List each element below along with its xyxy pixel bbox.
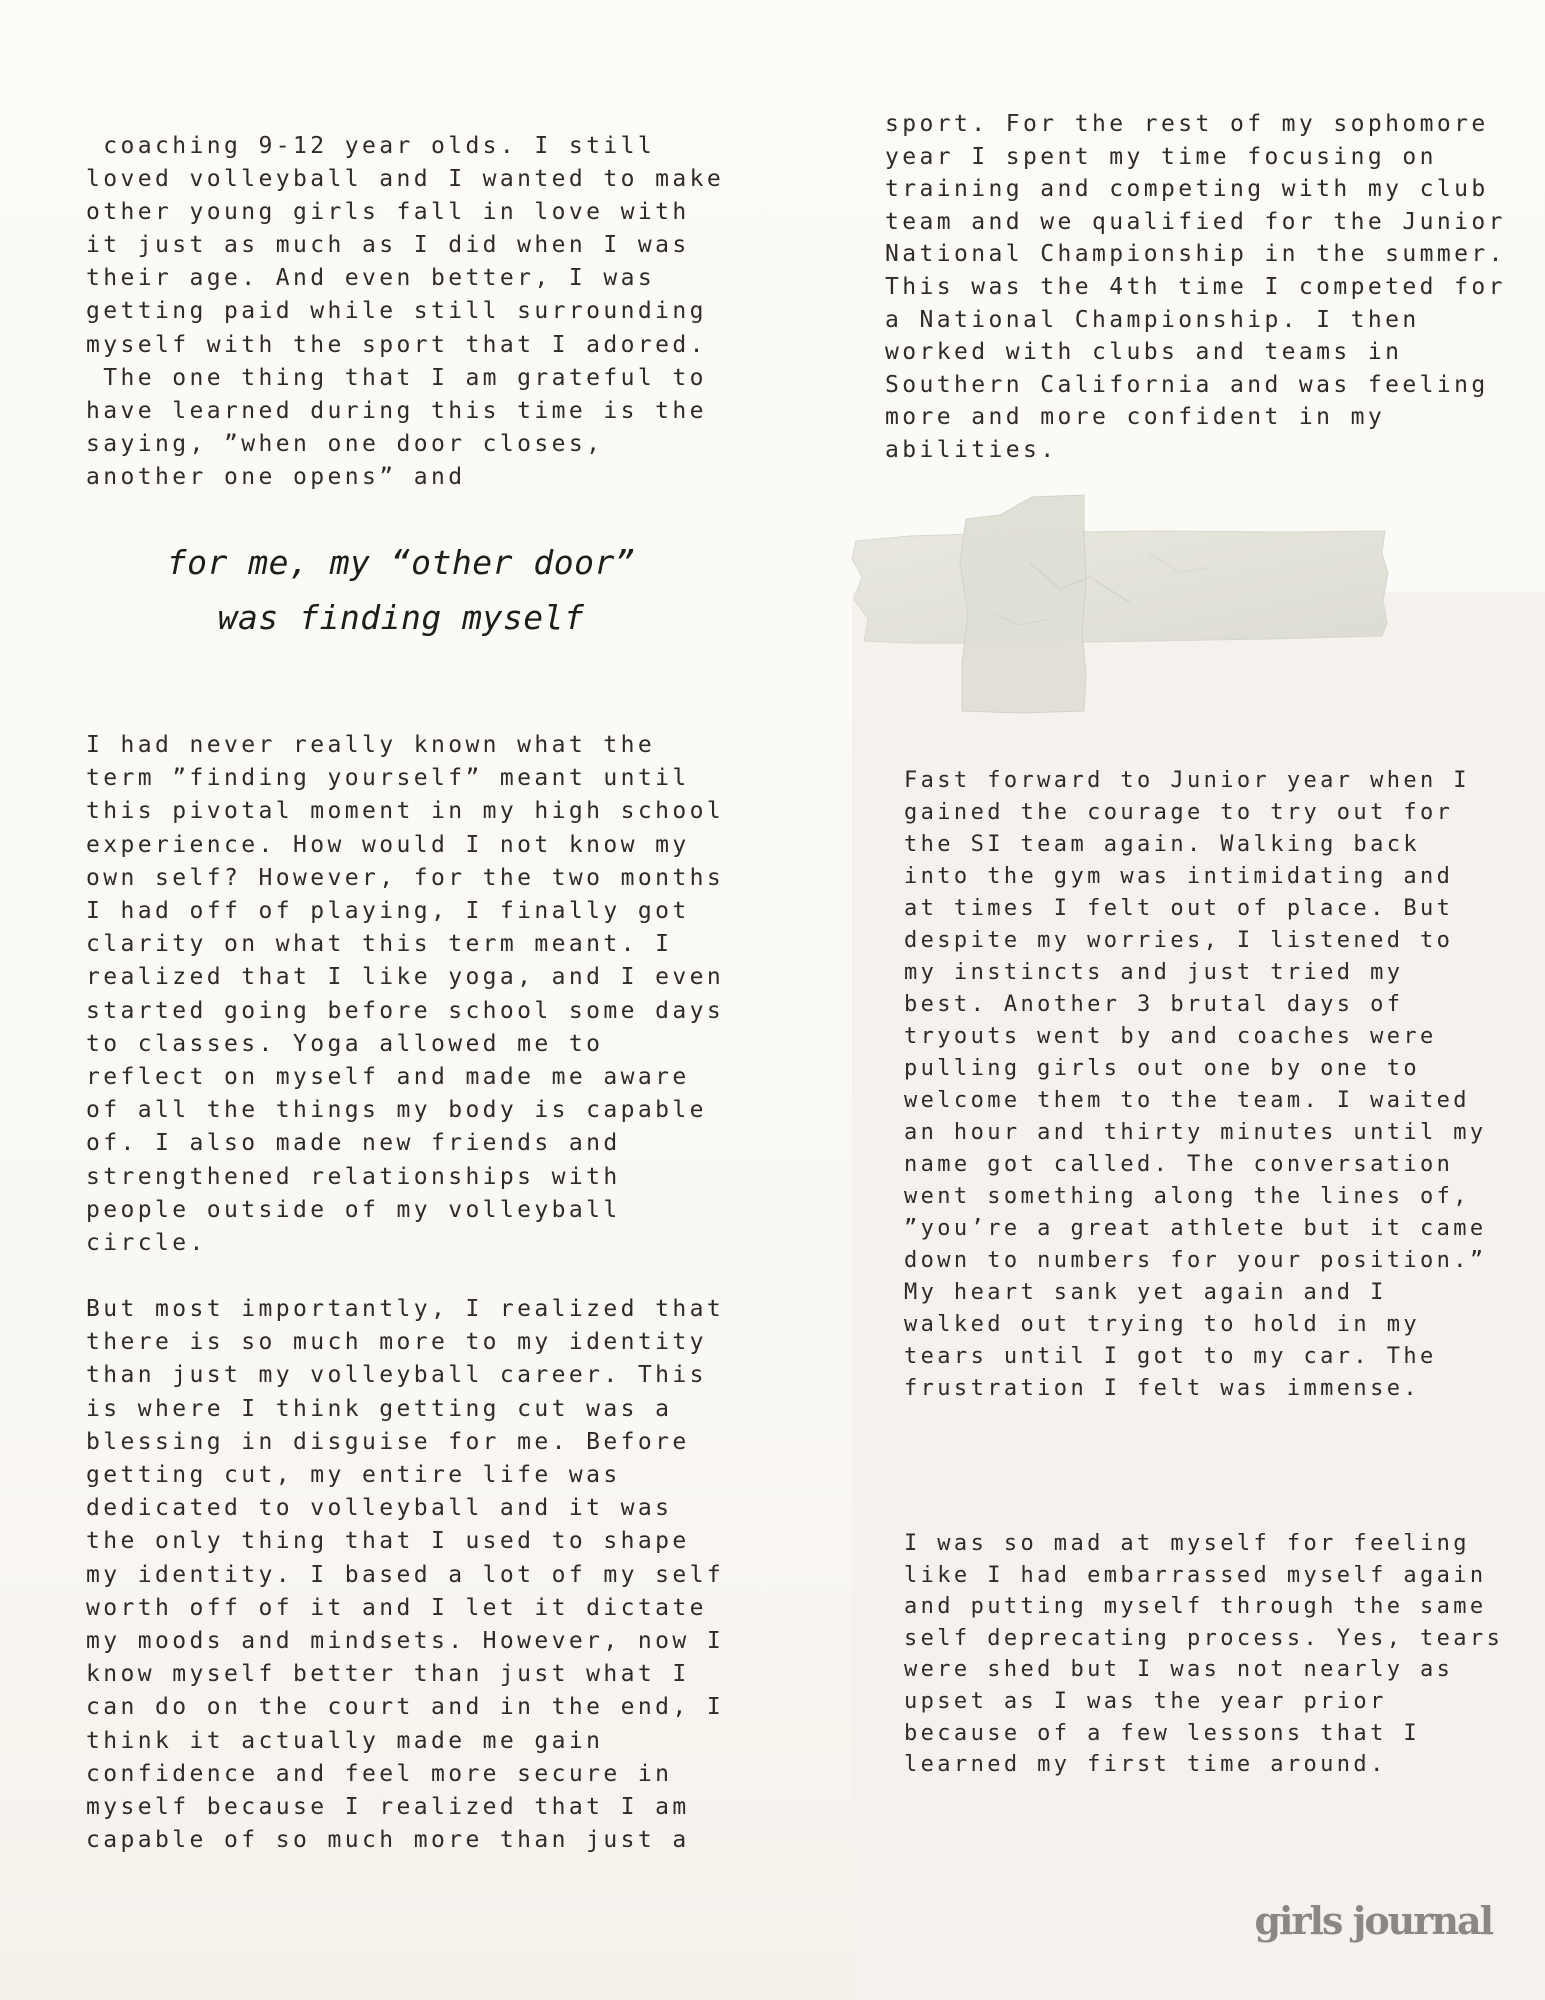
right-paragraph-1: sport. For the rest of my sophomore year I spent my time focusing on training and competing with my club team and we qualified for the Junior National Championship in the summer. This was the 4th time I competed for a National Championship. I then worked with clubs and teams in Southern California and was feeling more and more confident in my abilities.	[885, 111, 1506, 463]
left-paragraph-1: coaching 9-12 year olds. I still loved volleyball and I wanted to make other young girls fall in love with it just as much as I did when I was their age. And even better, I was getting paid while still surrounding myself with the sport that I adored. The one thing that I am grateful to have learned during this time is the saying, ”when one door closes, another one opens” and	[86, 133, 725, 490]
masking-tape-icon	[850, 493, 1390, 715]
right-paragraph-3: I was so mad at myself for feeling like I had embarrassed myself again and putting myself through the same self deprecating process. Yes, tears were shed but I was not nearly as upset as I was the year prior because of a few lessons that I learned my first time around.	[904, 1531, 1504, 1778]
left-paragraph-3: But most importantly, I realized that there is so much more to my identity than just my volleyball career. This is where I think getting cut was a blessing in disguise for me. Before getting cut, my entire life was dedicated to volleyball and it was the only thing that I used to shape my identity. I based a lot of my self worth off of it and I let it dictate my moods and mindsets. However, now I know myself better than just what I can do on the court and in the end, I think it actually made me gain confidence and feel more secure in myself because I realized that I am capable of so much more than just a	[86, 1296, 725, 1854]
brand-logo: girls journal	[1254, 1898, 1492, 1943]
pull-quote	[86, 535, 716, 645]
left-paragraph-2: I had never really known what the term ”finding yourself” meant until this pivotal moment in my high school experience. How would I not know my own self? However, for the two months I had off of playing, I finally got clarity on what this term meant. I realized that I like yoga, and I even started going before school some days to classes. Yoga allowed me to reflect on myself and made me aware of all the things my body is capable of. I also made new friends and strengthened relationships with people outside of my volleyball circle.	[86, 732, 725, 1257]
right-paragraph-2: Fast forward to Junior year when I gained the courage to try out for the SI team again. Walking back into the gym was intimidating and at times I felt out of place. But despite my worries, I listened to my instincts and just tried my best. Another 3 brutal days of tryouts went by and coaches were pulling girls out one by one to welcome them to the team. I waited an hour and thirty minutes until my name got called. The conversation went something along the lines of, ”you’re a great athlete but it came down to numbers for your position.” My heart sank yet again and I walked out trying to hold in my tears until I got to my car. The frustration I felt was immense.	[904, 768, 1487, 1401]
pull-quote-line-1: for me, my “other door”	[166, 543, 636, 582]
pull-quote-line-2: was finding myself	[217, 598, 585, 637]
